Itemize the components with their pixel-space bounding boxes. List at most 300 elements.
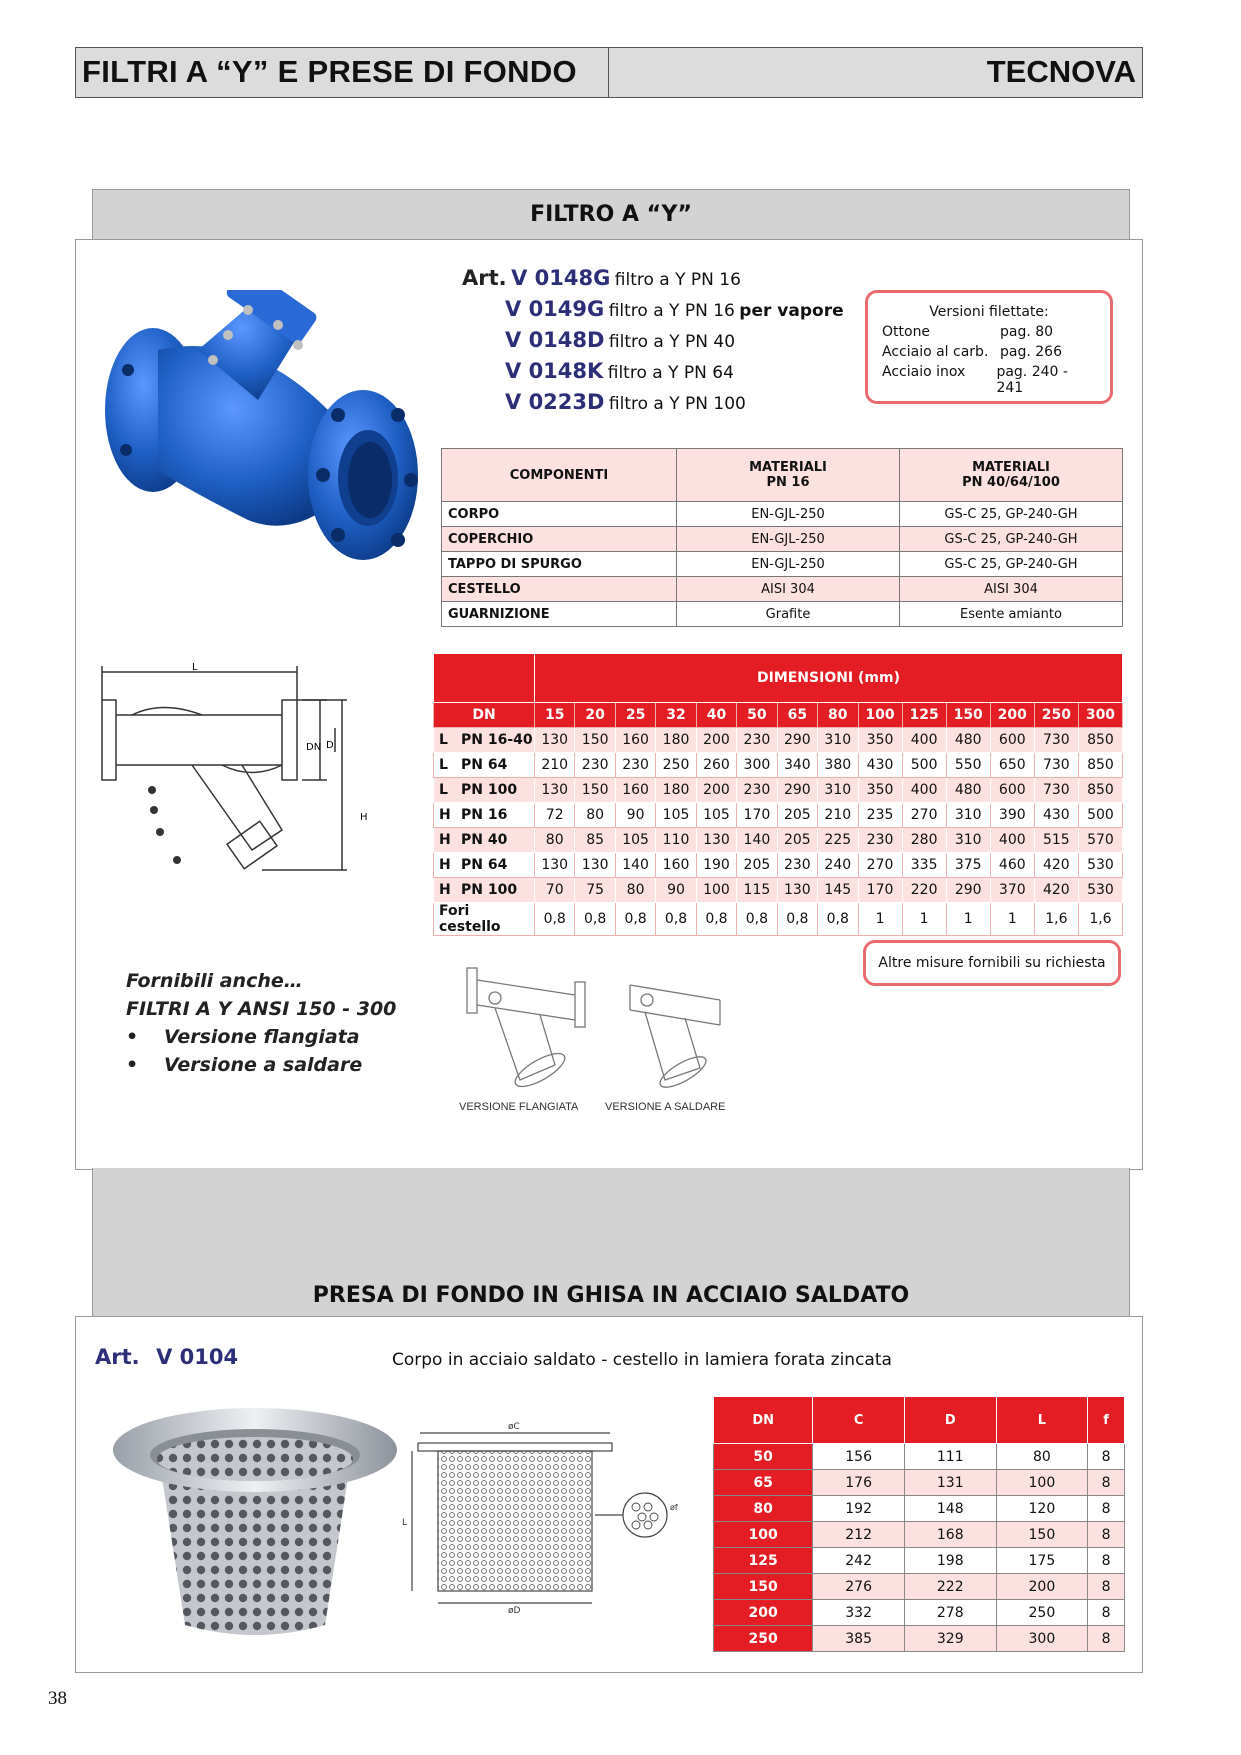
- ansi-versions-drawing: [455, 960, 755, 1120]
- table-cell: Grafite: [677, 602, 900, 627]
- table-cell: 300: [996, 1626, 1088, 1652]
- table-cell: 480: [946, 778, 990, 803]
- table-cell: 310: [818, 778, 858, 803]
- table-cell: 350: [858, 728, 902, 753]
- dimension-label-H: H: [360, 812, 368, 823]
- page-title: FILTRI A “Y” E PRESE DI FONDO: [76, 48, 609, 97]
- dimensions-row: [434, 753, 1123, 778]
- table-cell: 260: [696, 753, 736, 778]
- table-header: f: [1088, 1397, 1125, 1444]
- table-cell: 210: [818, 803, 858, 828]
- table-cell: 530: [1078, 878, 1122, 903]
- dn-value: 80: [818, 703, 858, 728]
- materials-table: [441, 448, 1123, 627]
- article-row: [462, 328, 862, 359]
- article-desc: filtro a Y PN 16: [608, 301, 735, 321]
- table-header: COMPONENTI: [442, 449, 677, 502]
- table-cell: 8: [1088, 1444, 1125, 1470]
- table-cell: 148: [904, 1496, 996, 1522]
- table-header: [677, 449, 900, 502]
- table-cell: AISI 304: [677, 577, 900, 602]
- table-cell: 130: [535, 778, 575, 803]
- table-cell: 131: [904, 1470, 996, 1496]
- table-cell: 225: [818, 828, 858, 853]
- article-row: [462, 266, 862, 297]
- dn-cell: 150: [714, 1574, 813, 1600]
- table-cell: 0,8: [656, 903, 696, 936]
- table-cell: 0,8: [696, 903, 736, 936]
- table-cell: 8: [1088, 1574, 1125, 1600]
- table-cell: 192: [813, 1496, 905, 1522]
- row-key: L: [439, 757, 448, 773]
- table-cell: 0,8: [737, 903, 777, 936]
- table-cell: 160: [615, 778, 655, 803]
- article-code: V 0223D: [505, 390, 605, 414]
- dimension-label-D: D: [326, 740, 334, 751]
- article-desc-extra: per vapore: [739, 301, 844, 321]
- table-cell: 212: [813, 1522, 905, 1548]
- table-cell: 0,8: [777, 903, 817, 936]
- table-cell: 500: [1078, 803, 1122, 828]
- table-cell: 80: [575, 803, 615, 828]
- table-cell: 310: [946, 803, 990, 828]
- article-row: [462, 390, 862, 421]
- table-cell: 1,6: [1034, 903, 1078, 936]
- version-row: [882, 344, 1096, 364]
- table-cell: 230: [777, 853, 817, 878]
- table-cell: AISI 304: [900, 577, 1123, 602]
- table-cell: 110: [656, 828, 696, 853]
- table-header: DN: [714, 1397, 813, 1444]
- dn-value: 25: [615, 703, 655, 728]
- dn-value: 250: [1034, 703, 1078, 728]
- table-cell: 145: [818, 878, 858, 903]
- table-header-row: [714, 1397, 1125, 1444]
- available-also-block: [126, 970, 426, 1082]
- row-label: [434, 878, 535, 903]
- y-filter-valve-image: [98, 290, 428, 610]
- table-cell: EN-GJL-250: [677, 502, 900, 527]
- table-cell: COPERCHIO: [442, 527, 677, 552]
- materials-header-row: [442, 449, 1123, 502]
- row-key: H: [439, 857, 451, 873]
- table-header: L: [996, 1397, 1088, 1444]
- table-cell: 8: [1088, 1626, 1125, 1652]
- dn-cell: 125: [714, 1548, 813, 1574]
- table-cell: 230: [575, 753, 615, 778]
- table-cell: 105: [656, 803, 696, 828]
- dimensions-title: DIMENSIONI (mm): [535, 654, 1123, 703]
- materials-row: [442, 527, 1123, 552]
- table-cell: 420: [1034, 878, 1078, 903]
- dimension-label-L: L: [402, 1518, 408, 1528]
- table-cell: 1: [990, 903, 1034, 936]
- table-cell: 80: [996, 1444, 1088, 1470]
- materials-row: [442, 577, 1123, 602]
- table-cell: 8: [1088, 1600, 1125, 1626]
- table-cell: 390: [990, 803, 1034, 828]
- table-cell: 168: [904, 1522, 996, 1548]
- table-cell: 140: [615, 853, 655, 878]
- table-cell: 72: [535, 803, 575, 828]
- table-cell: 180: [656, 778, 696, 803]
- article-list: [462, 266, 862, 421]
- table-cell: 105: [696, 803, 736, 828]
- table-cell: GS-C 25, GP-240-GH: [900, 502, 1123, 527]
- table-cell: 730: [1034, 778, 1078, 803]
- table-cell: 460: [990, 853, 1034, 878]
- table-cell: 370: [990, 878, 1034, 903]
- other-sizes-text: Altre misure fornibili su richiesta: [878, 955, 1106, 971]
- threaded-versions-box: [865, 290, 1113, 404]
- version-label: Ottone: [882, 324, 931, 340]
- table-cell: 400: [990, 828, 1034, 853]
- header-line: MATERIALI: [972, 460, 1050, 475]
- table-row: [714, 1496, 1125, 1522]
- row-label: [434, 753, 535, 778]
- header-line: MATERIALI: [749, 460, 827, 475]
- bottom-valve-article: [95, 1345, 238, 1369]
- row-pn: PN 64: [461, 757, 508, 773]
- table-row: [714, 1522, 1125, 1548]
- dimensions-title-row: [434, 654, 1123, 703]
- table-cell: 375: [946, 853, 990, 878]
- table-cell: 160: [656, 853, 696, 878]
- table-cell: 500: [902, 753, 946, 778]
- table-cell: 278: [904, 1600, 996, 1626]
- row-key: L: [439, 732, 448, 748]
- row-key: H: [439, 807, 451, 823]
- table-cell: 250: [996, 1600, 1088, 1626]
- dn-value: 65: [777, 703, 817, 728]
- table-cell: 230: [615, 753, 655, 778]
- article-code: V 0148K: [505, 359, 604, 383]
- page-number: 38: [48, 1688, 67, 1709]
- dimensions-table: [433, 653, 1123, 936]
- dn-cell: 100: [714, 1522, 813, 1548]
- table-cell: 850: [1078, 778, 1122, 803]
- row-label: [434, 728, 535, 753]
- article-row: [462, 297, 862, 328]
- table-cell: 8: [1088, 1470, 1125, 1496]
- table-row: [714, 1574, 1125, 1600]
- table-cell: 205: [777, 828, 817, 853]
- table-cell: 176: [813, 1470, 905, 1496]
- dimensions-row: [434, 803, 1123, 828]
- header-line: PN 40/64/100: [962, 475, 1060, 490]
- table-cell: 730: [1034, 753, 1078, 778]
- table-cell: 280: [902, 828, 946, 853]
- bullet-item: • Versione a saldare: [126, 1054, 363, 1076]
- bullet-item: • Versione flangiata: [126, 1026, 360, 1048]
- dn-cell: 50: [714, 1444, 813, 1470]
- table-header: C: [813, 1397, 905, 1444]
- dn-label: DN: [434, 703, 535, 728]
- materials-row: [442, 552, 1123, 577]
- strainer-technical-drawing: [400, 1415, 680, 1615]
- table-row: [714, 1470, 1125, 1496]
- table-cell: 230: [737, 728, 777, 753]
- dimensions-row: [434, 728, 1123, 753]
- flanged-version-caption: VERSIONE FLANGIATA: [459, 1101, 579, 1113]
- dn-value: 40: [696, 703, 736, 728]
- table-cell: 850: [1078, 728, 1122, 753]
- table-cell: 290: [777, 728, 817, 753]
- table-cell: 1: [902, 903, 946, 936]
- dimensions-row: [434, 778, 1123, 803]
- table-row: [714, 1626, 1125, 1652]
- section-title-text: PRESA DI FONDO IN GHISA IN ACCIAIO SALDATO: [312, 1283, 910, 1308]
- table-cell: 250: [656, 753, 696, 778]
- dn-value: 50: [737, 703, 777, 728]
- table-cell: 120: [996, 1496, 1088, 1522]
- table-cell: 200: [696, 778, 736, 803]
- table-header: [900, 449, 1123, 502]
- table-cell: 235: [858, 803, 902, 828]
- table-cell: 80: [615, 878, 655, 903]
- row-label: [434, 778, 535, 803]
- table-row: [714, 1444, 1125, 1470]
- dimensions-row: [434, 853, 1123, 878]
- table-cell: 90: [615, 803, 655, 828]
- row-label: [434, 903, 535, 936]
- row-pn: PN 64: [461, 857, 508, 873]
- dimensions-row: [434, 828, 1123, 853]
- version-row: [882, 364, 1096, 396]
- version-label: Acciaio inox: [882, 364, 966, 380]
- table-cell: 0,8: [535, 903, 575, 936]
- dimension-label-C: øC: [508, 1422, 520, 1432]
- table-cell: 1,6: [1078, 903, 1122, 936]
- table-row: [714, 1600, 1125, 1626]
- table-cell: 85: [575, 828, 615, 853]
- table-cell: 480: [946, 728, 990, 753]
- row-pn: PN 16-40: [461, 732, 533, 748]
- table-cell: 400: [902, 728, 946, 753]
- table-cell: 430: [858, 753, 902, 778]
- dimension-label-D: øD: [508, 1606, 521, 1615]
- dn-value: 125: [902, 703, 946, 728]
- row-label: [434, 828, 535, 853]
- table-row: [714, 1548, 1125, 1574]
- table-cell: 270: [858, 853, 902, 878]
- versions-box-title: Versioni filettate:: [929, 304, 1049, 320]
- dimension-label-DN: DN: [306, 742, 322, 753]
- dimension-label-L: L: [192, 662, 198, 673]
- table-cell: Esente amianto: [900, 602, 1123, 627]
- bullet-text: Versione a saldare: [164, 1054, 363, 1076]
- table-cell: 335: [902, 853, 946, 878]
- section-title-y-filter: [92, 189, 1130, 241]
- dimension-label-f: øf: [670, 1503, 678, 1512]
- dn-value: 20: [575, 703, 615, 728]
- section-title-bottom-valve: [92, 1168, 1130, 1317]
- table-cell: 242: [813, 1548, 905, 1574]
- article-desc: filtro a Y PN 16: [614, 270, 741, 290]
- table-cell: 130: [535, 853, 575, 878]
- table-cell: 130: [777, 878, 817, 903]
- article-row: [462, 359, 862, 390]
- row-key: H: [439, 832, 451, 848]
- table-cell: 730: [1034, 728, 1078, 753]
- available-line2: FILTRI A Y ANSI 150 - 300: [126, 998, 397, 1020]
- table-cell: CESTELLO: [442, 577, 677, 602]
- table-cell: 170: [858, 878, 902, 903]
- table-cell: 600: [990, 728, 1034, 753]
- welded-version-caption: VERSIONE A SALDARE: [605, 1101, 726, 1113]
- table-cell: 290: [777, 778, 817, 803]
- row-pn: PN 16: [461, 807, 508, 823]
- table-cell: 430: [1034, 803, 1078, 828]
- table-cell: 210: [535, 753, 575, 778]
- dn-cell: 200: [714, 1600, 813, 1626]
- dimensions-row: [434, 878, 1123, 903]
- table-cell: 0,8: [615, 903, 655, 936]
- article-code: V 0148D: [505, 328, 605, 352]
- table-cell: GS-C 25, GP-240-GH: [900, 552, 1123, 577]
- table-cell: 170: [737, 803, 777, 828]
- table-cell: 230: [858, 828, 902, 853]
- row-label: [434, 803, 535, 828]
- section-title-text: FILTRO A “Y”: [530, 202, 692, 227]
- bottom-valve-dimensions-table: [713, 1396, 1125, 1652]
- table-cell: 200: [996, 1574, 1088, 1600]
- version-label: Acciaio al carb.: [882, 344, 989, 360]
- row-key: H: [439, 882, 451, 898]
- table-cell: 650: [990, 753, 1034, 778]
- article-code: V 0149G: [505, 297, 605, 321]
- table-cell: 150: [575, 778, 615, 803]
- table-cell: CORPO: [442, 502, 677, 527]
- art-prefix: Art.: [95, 1345, 140, 1369]
- dn-cell: 65: [714, 1470, 813, 1496]
- table-cell: 105: [615, 828, 655, 853]
- art-prefix: Art.: [462, 266, 507, 290]
- table-cell: 198: [904, 1548, 996, 1574]
- table-cell: 100: [996, 1470, 1088, 1496]
- table-cell: TAPPO DI SPURGO: [442, 552, 677, 577]
- other-sizes-note: [863, 940, 1121, 986]
- version-page: pag. 80: [1000, 324, 1054, 340]
- table-cell: 130: [575, 853, 615, 878]
- table-cell: 220: [902, 878, 946, 903]
- table-cell: 8: [1088, 1548, 1125, 1574]
- table-cell: 850: [1078, 753, 1122, 778]
- header-line: PN 16: [766, 475, 810, 490]
- table-cell: 150: [996, 1522, 1088, 1548]
- table-cell: EN-GJL-250: [677, 527, 900, 552]
- available-line1: Fornibili anche…: [126, 970, 303, 992]
- table-cell: GS-C 25, GP-240-GH: [900, 527, 1123, 552]
- table-cell: 70: [535, 878, 575, 903]
- table-cell: 550: [946, 753, 990, 778]
- table-cell: 8: [1088, 1522, 1125, 1548]
- table-cell: 570: [1078, 828, 1122, 853]
- table-cell: 130: [535, 728, 575, 753]
- dn-cell: 250: [714, 1626, 813, 1652]
- row-pn: Fori cestello: [439, 903, 501, 935]
- row-pn: PN 40: [461, 832, 508, 848]
- table-cell: 329: [904, 1626, 996, 1652]
- table-cell: 150: [575, 728, 615, 753]
- bullet-text: Versione flangiata: [164, 1026, 360, 1048]
- table-cell: 310: [946, 828, 990, 853]
- dn-cell: 80: [714, 1496, 813, 1522]
- table-cell: 80: [535, 828, 575, 853]
- version-page: pag. 240 - 241: [996, 364, 1068, 396]
- table-cell: 1: [946, 903, 990, 936]
- dn-value: 200: [990, 703, 1034, 728]
- table-cell: 380: [818, 753, 858, 778]
- dn-value: 15: [535, 703, 575, 728]
- table-cell: 400: [902, 778, 946, 803]
- table-cell: 340: [777, 753, 817, 778]
- table-cell: 200: [696, 728, 736, 753]
- table-cell: 100: [696, 878, 736, 903]
- dn-value: 150: [946, 703, 990, 728]
- table-cell: 175: [996, 1548, 1088, 1574]
- table-cell: 156: [813, 1444, 905, 1470]
- table-cell: 385: [813, 1626, 905, 1652]
- table-cell: 515: [1034, 828, 1078, 853]
- row-pn: PN 100: [461, 782, 518, 798]
- dn-value: 32: [656, 703, 696, 728]
- dn-value: 100: [858, 703, 902, 728]
- dn-header-row: [434, 703, 1123, 728]
- materials-row: [442, 502, 1123, 527]
- table-cell: 8: [1088, 1496, 1125, 1522]
- y-filter-technical-drawing: [92, 660, 392, 910]
- table-cell: 160: [615, 728, 655, 753]
- article-desc: filtro a Y PN 40: [608, 332, 736, 352]
- table-cell: 180: [656, 728, 696, 753]
- article-desc: filtro a Y PN 64: [607, 363, 734, 383]
- table-cell: 300: [737, 753, 777, 778]
- table-cell: 205: [737, 853, 777, 878]
- dn-value: 300: [1078, 703, 1122, 728]
- table-cell: 115: [737, 878, 777, 903]
- table-cell: 190: [696, 853, 736, 878]
- table-cell: 90: [656, 878, 696, 903]
- table-cell: 350: [858, 778, 902, 803]
- table-cell: 600: [990, 778, 1034, 803]
- table-cell: 75: [575, 878, 615, 903]
- table-cell: 222: [904, 1574, 996, 1600]
- table-cell: 0,8: [818, 903, 858, 936]
- table-cell: 270: [902, 803, 946, 828]
- table-cell: 1: [858, 903, 902, 936]
- table-cell: GUARNIZIONE: [442, 602, 677, 627]
- table-cell: 130: [696, 828, 736, 853]
- version-page: pag. 266: [1000, 344, 1062, 360]
- article-code: V 0148G: [511, 266, 611, 290]
- table-cell: 332: [813, 1600, 905, 1626]
- table-cell: 290: [946, 878, 990, 903]
- page-header: [75, 47, 1143, 98]
- version-row: [882, 324, 1096, 344]
- table-cell: 0,8: [575, 903, 615, 936]
- article-desc: filtro a Y PN 100: [608, 394, 746, 414]
- bottom-valve-description: Corpo in acciaio saldato - cestello in lamiera forata zincata: [392, 1350, 892, 1370]
- brand-name: TECNOVA: [986, 54, 1136, 89]
- table-cell: 276: [813, 1574, 905, 1600]
- materials-row: [442, 602, 1123, 627]
- strainer-basket-image: [110, 1395, 400, 1645]
- row-pn: PN 100: [461, 882, 518, 898]
- table-cell: 240: [818, 853, 858, 878]
- table-cell: 230: [737, 778, 777, 803]
- table-cell: EN-GJL-250: [677, 552, 900, 577]
